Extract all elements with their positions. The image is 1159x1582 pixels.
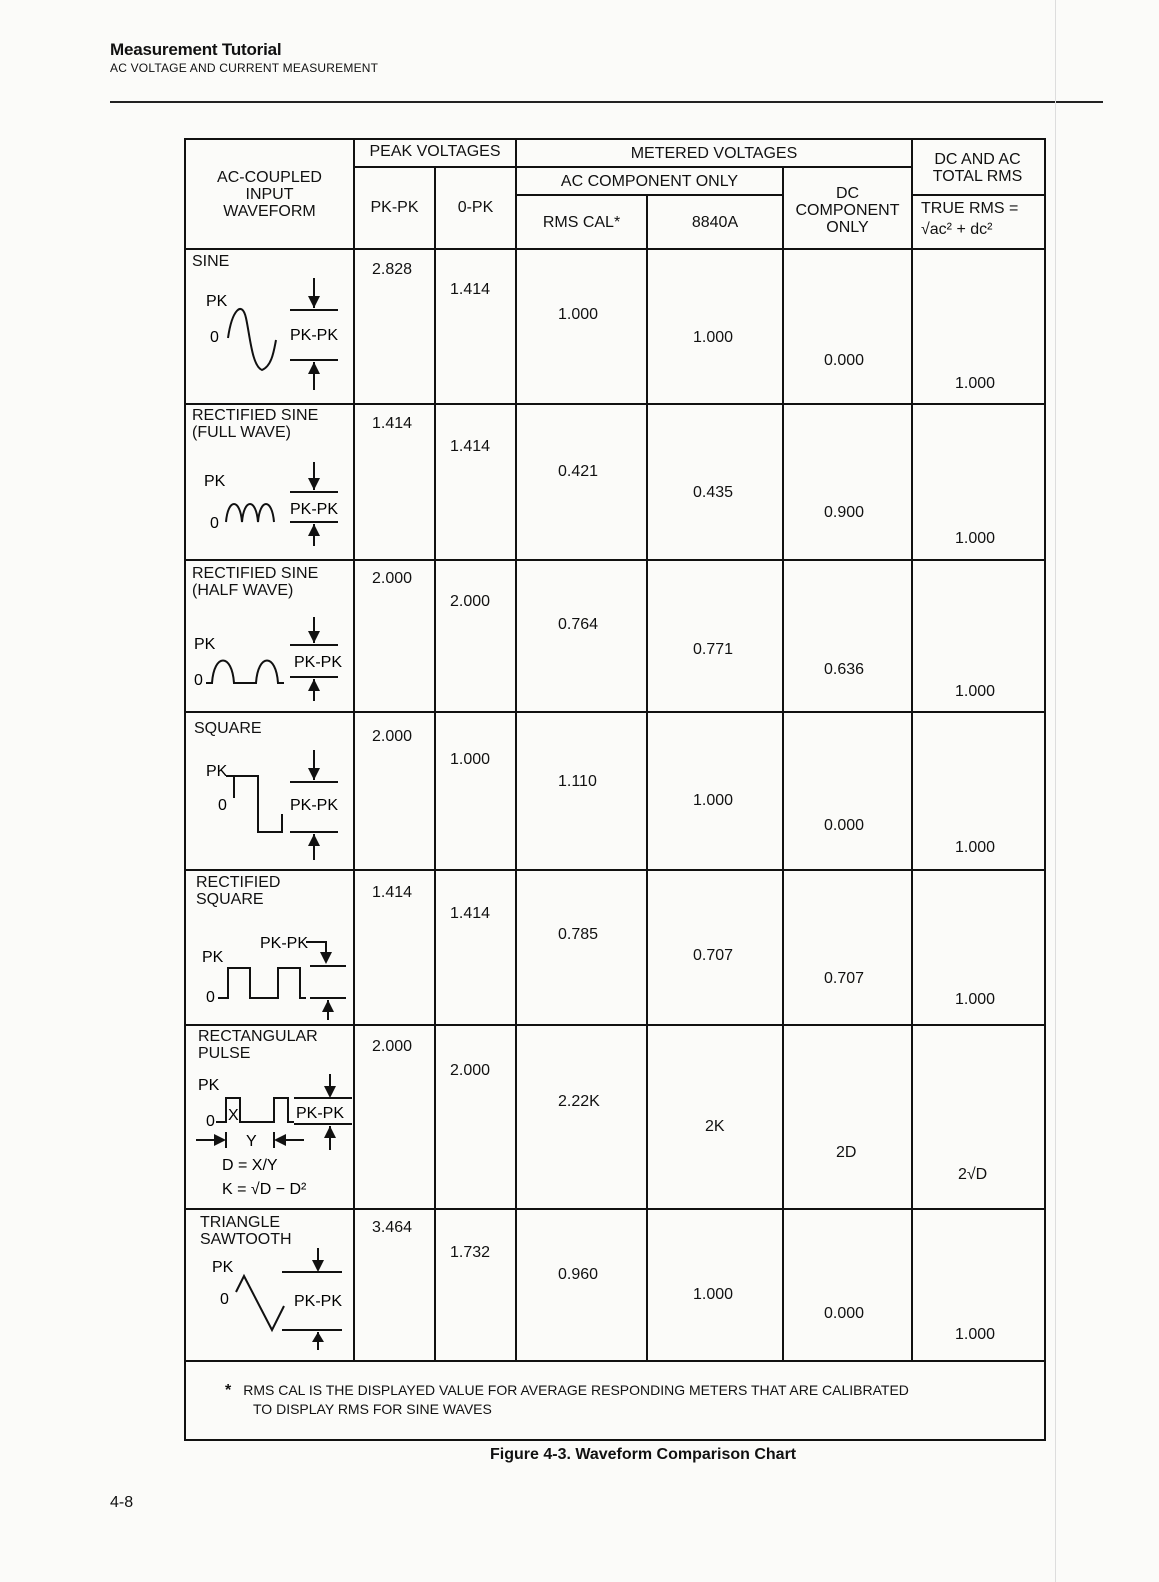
- pk-label: PK: [206, 293, 228, 310]
- full-wave-diagram: [186, 450, 352, 558]
- row-line: [186, 559, 1044, 561]
- row-line: [515, 194, 784, 196]
- fullwave-8840a: 0.435: [693, 484, 734, 501]
- waveform-comparison-chart: [184, 138, 1046, 1441]
- rectsquare-pkpk: 1.414: [372, 884, 413, 901]
- sine-rmscal: 1.000: [558, 306, 599, 323]
- pk-label: PK: [206, 763, 228, 780]
- rectsquare-dc: 0.707: [824, 970, 865, 987]
- page-number: 4-8: [110, 1494, 134, 1511]
- fullwave-pkpk: 1.414: [372, 415, 413, 432]
- pkpk-label: PK-PK: [294, 654, 343, 671]
- pkpk-label: PK-PK: [290, 327, 339, 344]
- halfwave-opk: 2.000: [450, 593, 491, 610]
- halfwave-pkpk: 2.000: [372, 570, 413, 587]
- fullwave-dc: 0.900: [824, 504, 865, 521]
- col-line: [434, 168, 436, 1362]
- header-rule: [110, 101, 1103, 103]
- pulse-8840a: 2K: [705, 1118, 725, 1135]
- page-header: [110, 40, 378, 75]
- col-line: [353, 140, 355, 1362]
- pkpk-header: PK-PK: [370, 199, 419, 216]
- zero-label: 0: [206, 989, 215, 1006]
- pkpk-label: PK-PK: [296, 1105, 345, 1122]
- footnote-star: *: [225, 1382, 232, 1399]
- row-line: [186, 711, 1044, 713]
- footnote-line-2: TO DISPLAY RMS FOR SINE WAVES: [253, 1401, 492, 1417]
- triangle-dc: 0.000: [824, 1305, 865, 1322]
- true-rms-header: TRUE RMS =: [921, 200, 1019, 217]
- dc-component-header: DC COMPONENT ONLY: [795, 185, 900, 236]
- pk-label: PK: [198, 1077, 220, 1094]
- row-line: [186, 403, 1044, 405]
- 8840a-header: 8840A: [691, 214, 739, 231]
- scan-edge-line: [1055, 0, 1056, 1582]
- square-wave-diagram: [186, 740, 352, 868]
- fullwave-opk: 1.414: [450, 438, 491, 455]
- metered-voltages-header: METERED VOLTAGES: [630, 145, 798, 162]
- pkpk-label: PK-PK: [290, 797, 339, 814]
- row-name-triangle: TRIANGLE SAWTOOTH: [200, 1214, 292, 1248]
- pulse-dc: 2D: [836, 1144, 857, 1161]
- row-line: [186, 1024, 1044, 1026]
- footnote-line-1: RMS CAL IS THE DISPLAYED VALUE FOR AVERAGE RESPONDING METERS THAT ARE CALIBRATED: [243, 1382, 909, 1398]
- col-line: [782, 168, 784, 1362]
- col-line: [646, 196, 648, 1362]
- total-rms-header: DC AND AC TOTAL RMS: [932, 151, 1023, 185]
- row-line: [911, 194, 1044, 196]
- x-label: X: [228, 1107, 239, 1124]
- sine-wave-diagram: [186, 270, 352, 400]
- square-rmscal: 1.110: [558, 773, 597, 790]
- row-name-sine: SINE: [192, 253, 230, 270]
- sine-dc: 0.000: [824, 352, 865, 369]
- square-opk: 1.000: [450, 751, 491, 768]
- rectsquare-rmscal: 0.785: [558, 926, 599, 943]
- pulse-pkpk: 2.000: [372, 1038, 413, 1055]
- page-subtitle: AC VOLTAGE AND CURRENT MEASUREMENT: [110, 61, 379, 75]
- zero-label: 0: [220, 1291, 229, 1308]
- halfwave-rmscal: 0.764: [558, 616, 599, 633]
- row-line: [186, 1208, 1044, 1210]
- triangle-opk: 1.732: [450, 1244, 491, 1261]
- col-line: [515, 140, 517, 1362]
- halfwave-dc: 0.636: [824, 661, 865, 678]
- fullwave-total: 1.000: [955, 530, 996, 547]
- row-name-square: SQUARE: [194, 720, 262, 737]
- square-8840a: 1.000: [693, 792, 734, 809]
- d-formula: D = X/Y: [222, 1157, 278, 1174]
- pk-label: PK: [194, 636, 216, 653]
- ac-component-only-header: AC COMPONENT ONLY: [560, 173, 739, 190]
- y-label: Y: [246, 1133, 257, 1150]
- row-line: [186, 248, 1044, 250]
- row-name-rect-square: RECTIFIED SQUARE: [196, 874, 281, 908]
- input-waveform-header: AC-COUPLED INPUT WAVEFORM: [217, 169, 322, 220]
- triangle-total: 1.000: [955, 1326, 996, 1343]
- sine-8840a: 1.000: [693, 329, 734, 346]
- fullwave-rmscal: 0.421: [558, 463, 599, 480]
- pkpk-label: PK-PK: [294, 1293, 343, 1310]
- zero-label: 0: [206, 1113, 215, 1130]
- rectangular-pulse-diagram: [186, 1070, 352, 1208]
- pk-label: PK: [212, 1259, 234, 1276]
- rectified-square-diagram: [186, 916, 352, 1024]
- pulse-rmscal: 2.22K: [558, 1093, 600, 1110]
- halfwave-total: 1.000: [955, 683, 996, 700]
- page-title: Measurement Tutorial: [110, 40, 282, 59]
- square-dc: 0.000: [824, 817, 865, 834]
- rectsquare-total: 1.000: [955, 991, 996, 1008]
- pk-label: PK: [202, 949, 224, 966]
- row-line: [515, 166, 913, 168]
- triangle-8840a: 1.000: [693, 1286, 734, 1303]
- k-formula: K = √D − D²: [222, 1181, 307, 1198]
- square-pkpk: 2.000: [372, 728, 413, 745]
- rms-cal-header: RMS CAL*: [542, 214, 621, 231]
- pulse-total: 2√D: [958, 1166, 988, 1183]
- row-name-rect-pulse: RECTANGULAR PULSE: [198, 1028, 318, 1062]
- figure-caption: Figure 4-3. Waveform Comparison Chart: [490, 1446, 797, 1463]
- pulse-opk: 2.000: [450, 1062, 491, 1079]
- footnote: [225, 1381, 909, 1419]
- rectsquare-opk: 1.414: [450, 905, 491, 922]
- zero-label: 0: [210, 329, 219, 346]
- zero-label: 0: [210, 515, 219, 532]
- square-total: 1.000: [955, 839, 996, 856]
- col-line: [911, 140, 913, 1362]
- pkpk-label: PK-PK: [290, 501, 339, 518]
- sine-pkpk: 2.828: [372, 261, 413, 278]
- row-line: [186, 1360, 1044, 1362]
- opk-header: 0-PK: [457, 199, 494, 216]
- row-name-rect-sine-full: RECTIFIED SINE (FULL WAVE): [192, 407, 319, 441]
- true-rms-formula: √ac² + dc²: [921, 221, 993, 238]
- triangle-rmscal: 0.960: [558, 1266, 599, 1283]
- sine-total: 1.000: [955, 375, 996, 392]
- triangle-wave-diagram: [186, 1250, 352, 1360]
- pk-label: PK: [204, 473, 226, 490]
- zero-label: 0: [194, 672, 203, 689]
- peak-voltages-header: PEAK VOLTAGES: [369, 143, 501, 160]
- pkpk-label: PK-PK: [260, 935, 309, 952]
- rectsquare-8840a: 0.707: [693, 947, 734, 964]
- sine-opk: 1.414: [450, 281, 491, 298]
- row-line: [186, 869, 1044, 871]
- row-name-rect-sine-half: RECTIFIED SINE (HALF WAVE): [192, 565, 319, 599]
- half-wave-diagram: [186, 605, 352, 711]
- triangle-pkpk: 3.464: [372, 1219, 413, 1236]
- row-line: [353, 166, 517, 168]
- halfwave-8840a: 0.771: [693, 641, 734, 658]
- zero-label: 0: [218, 797, 227, 814]
- sine-curve: [228, 309, 276, 370]
